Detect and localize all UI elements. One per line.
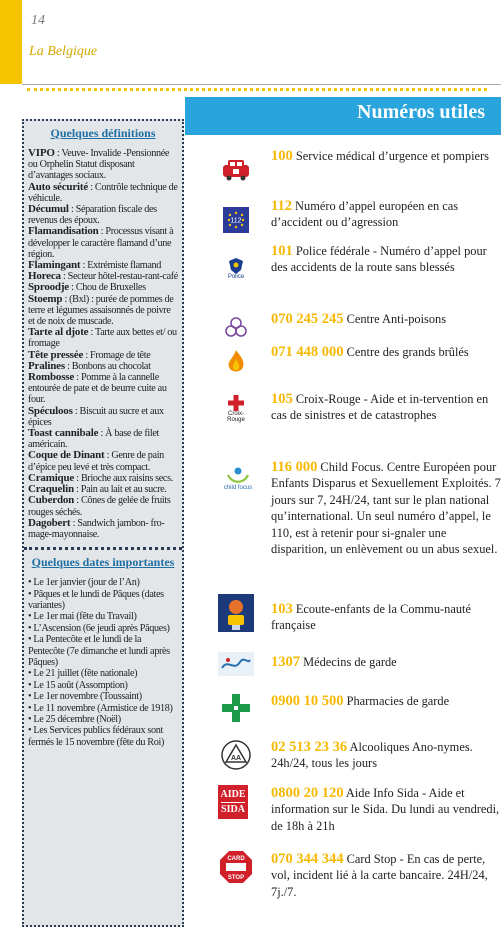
phone-number: 103 xyxy=(271,601,293,617)
child-focus-label: child focus xyxy=(223,485,253,491)
date-item: • Le 15 août (Assomption) xyxy=(28,679,128,691)
card-stop-icon xyxy=(218,849,254,885)
definition-term: Coque de Dinant xyxy=(28,449,105,462)
date-item: • Les Services publics fédéraux sont fermés le 15 novembre (fête du Roi) xyxy=(28,725,164,748)
sidebar-box xyxy=(22,119,184,927)
police-icon-label: Police xyxy=(227,274,245,280)
number-description: Pharmacies de garde xyxy=(343,694,450,708)
definition-item xyxy=(28,294,178,328)
definition-term: Stoemp xyxy=(28,292,63,305)
medecins-icon xyxy=(218,650,254,678)
definition-text: : Sandwich jambon- fro-mage-mayonnaise. xyxy=(28,517,165,540)
eu-flag-icon xyxy=(218,202,254,238)
definition-text: : Brioche aux raisins secs. xyxy=(74,472,173,484)
svg-text:112: 112 xyxy=(230,217,242,225)
number-description: Numéro d’appel européen en cas d’accident ou d’agression xyxy=(271,199,459,230)
number-text xyxy=(271,693,501,709)
phone-number: 116 000 xyxy=(271,459,318,475)
definition-text: : Pomme à la cannelle entourée de pate et de beurre cuite au four. xyxy=(28,372,167,406)
definition-text: : Fromage de tête xyxy=(83,349,151,361)
definition-term: Tête pressée xyxy=(28,348,84,361)
definition-item xyxy=(28,495,178,517)
definition-term: Flamandisation xyxy=(28,225,99,238)
number-text xyxy=(271,785,501,834)
number-text xyxy=(271,148,501,164)
definition-item xyxy=(28,148,178,182)
definition-text: : Tarte aux bettes et/ ou fromage xyxy=(28,327,177,350)
date-item: • Le 11 novembre (Armistice de 1918) xyxy=(28,702,173,714)
phone-number: 105 xyxy=(271,391,293,407)
definition-term: Flamingant xyxy=(28,259,81,272)
number-text xyxy=(271,851,501,900)
date-item: • Le 1er janvier (jour de l’An) xyxy=(28,577,140,589)
child-focus-icon xyxy=(218,461,258,497)
ambulance-icon xyxy=(218,151,254,187)
definition-term: Cuberdon xyxy=(28,494,75,507)
number-description: Ecoute-enfants de la Commu-nauté française xyxy=(271,602,471,633)
definition-text: : Extrémiste flamand xyxy=(80,260,162,272)
definition-item xyxy=(28,372,178,406)
number-description: Card Stop - En cas de perte, vol, incident lié à la carte bancaire. 24H/24, 7j./7. xyxy=(271,852,488,899)
section-title: La Belgique xyxy=(29,44,98,59)
number-text xyxy=(271,739,501,772)
alcoholics-anonymous-icon xyxy=(218,737,254,773)
definition-item xyxy=(28,226,178,260)
number-text xyxy=(271,601,501,634)
date-item: • Le 1er mai (fête du Travail) xyxy=(28,611,137,623)
header-divider xyxy=(22,84,501,85)
number-text xyxy=(271,243,501,276)
banner-title: Numéros utiles xyxy=(357,101,485,123)
sidebar-separator xyxy=(24,547,182,550)
number-description: Centre Anti-poisons xyxy=(343,312,447,326)
aide-info-sida-icon xyxy=(218,785,248,819)
definition-item xyxy=(28,406,178,428)
number-description: Aide Info Sida - Aide et information sur le Sida. Du lundi au vendredi, de 18h à 21h xyxy=(271,786,500,833)
sida-icon-label-top: AIDE xyxy=(220,788,246,800)
number-description: Médecins de garde xyxy=(300,655,397,669)
number-text xyxy=(271,391,501,424)
number-description: Croix-Rouge - Aide et in-tervention en cas de sinistres et de catastrophes xyxy=(271,392,489,423)
date-item: • La Pentecôte et le lundi de la Pentecôte (7e dimanche et lundi après Pâques) xyxy=(28,634,170,668)
phone-number: 0800 20 120 xyxy=(271,785,344,801)
ecoute-enfants-icon xyxy=(218,594,254,632)
number-text xyxy=(271,311,501,327)
definition-term: Tarte al djote xyxy=(28,326,89,339)
sida-icon-divider xyxy=(221,802,245,803)
date-item: • L’Ascension (6e jeudi après Pâques) xyxy=(28,622,170,634)
aa-icon-label: AA xyxy=(230,755,242,762)
phone-number: 070 245 245 xyxy=(271,311,344,327)
dates-heading: Quelques dates importantes xyxy=(31,555,175,570)
definition-term: Craquelin xyxy=(28,483,74,496)
police-icon xyxy=(218,251,254,287)
number-description: Police fédérale - Numéro d’appel pour des accidents de la route sans blessés xyxy=(271,244,487,275)
definition-term: Cramique xyxy=(28,471,75,484)
phone-number: 02 513 23 36 xyxy=(271,739,348,755)
definition-text: : Secteur hôtel-restau-rant-café xyxy=(60,271,178,283)
card-stop-label-bottom: STOP xyxy=(227,875,245,881)
definition-text: : Contrôle technique de véhicule. xyxy=(28,181,178,204)
definition-term: Sproodje xyxy=(28,281,69,294)
phone-number: 071 448 000 xyxy=(271,344,344,360)
red-cross-icon xyxy=(218,391,254,427)
definition-text: : (Bxl) : purée de pommes de terre et légumes assaisonnés de poivre et de noix de muscade. xyxy=(28,293,174,328)
page-number: 14 xyxy=(31,13,45,28)
phone-number: 0900 10 500 xyxy=(271,693,344,709)
number-description: Service médical d’urgence et pompiers xyxy=(292,149,489,163)
definition-text: : Processus visant à développer le caractère flamand d’une région. xyxy=(28,226,174,260)
definition-text: : Genre de pain d’épice peu levé et très compact. xyxy=(28,450,164,473)
definition-term: VIPO xyxy=(28,147,55,159)
definition-item xyxy=(28,518,178,540)
definition-text: : Chou de Bruxelles xyxy=(68,282,146,294)
date-item: • Le 25 décembre (Noël) xyxy=(28,713,121,725)
definition-item xyxy=(28,182,178,204)
definition-term: Rombosse xyxy=(28,371,75,384)
definition-text: : Veuve- Invalide -Pensionnée ou Orphelin Statut disposant d’avantages sociaux. xyxy=(28,148,170,182)
definitions-heading: Quelques définitions xyxy=(50,126,156,140)
number-text xyxy=(271,198,501,231)
dotted-divider xyxy=(27,88,487,91)
phone-number: 101 xyxy=(271,243,293,259)
definition-term: Décumul xyxy=(28,203,69,216)
flame-icon xyxy=(218,344,254,380)
definition-text: : Bonbons au chocolat xyxy=(64,360,151,372)
definition-text: : Biscuit au sucre et aux épices xyxy=(28,405,164,428)
definition-text: : Séparation fiscale des revenus des époux. xyxy=(28,204,157,227)
definition-term: Toast cannibale xyxy=(28,427,99,440)
definition-term: Dagobert xyxy=(28,516,71,529)
number-description: Alcooliques Ano-nymes. 24h/24, tous les jours xyxy=(271,740,473,771)
number-description: Child Focus. Centre Européen pour Enfants Disparus et Sexuellement Exploités. 7 jours sur 7, 24H/24, tant sur le plan national qu’international. Un seul numéro d’appel, le 110, est à retenir pour si-gnaler une disparition, un enlèvement ou un abus sexuel. xyxy=(271,460,501,557)
phone-number: 112 xyxy=(271,198,292,214)
number-text xyxy=(271,344,501,360)
definition-text: : Pain au lait et au sucre. xyxy=(73,484,167,496)
dates-list xyxy=(24,577,182,748)
definition-text: : À base de filet américain. xyxy=(28,428,160,451)
definition-item xyxy=(28,204,178,226)
date-item: • Le 21 juillet (fête nationale) xyxy=(28,668,138,680)
number-text xyxy=(271,459,501,557)
definition-term: Auto sécurité xyxy=(28,180,89,193)
anti-poison-icon xyxy=(218,309,254,345)
definition-term: Pralines xyxy=(28,359,65,372)
numeros-banner xyxy=(185,97,501,135)
page-yellow-bar xyxy=(0,0,22,84)
date-item: • Le 1er novembre (Toussaint) xyxy=(28,691,142,703)
definition-text: : Cônes de gelée de fruits rouges séchés. xyxy=(28,495,171,518)
number-description: Centre des grands brûlés xyxy=(343,345,469,359)
pharmacy-cross-icon xyxy=(218,690,254,726)
number-text xyxy=(271,654,501,670)
date-item: • Pâques et le lundi de Pâques (dates variantes) xyxy=(28,588,164,611)
phone-number: 100 xyxy=(271,148,293,164)
definition-item xyxy=(28,428,178,450)
definition-term: Horeca xyxy=(28,270,61,283)
phone-number: 070 344 344 xyxy=(271,851,344,867)
definitions-list xyxy=(24,148,182,540)
definition-item xyxy=(28,327,178,349)
definition-item xyxy=(28,450,178,472)
red-cross-label: Croix-Rouge xyxy=(227,411,245,423)
definition-term: Spéculoos xyxy=(28,404,73,417)
sida-icon-label-bottom: SIDA xyxy=(221,803,245,815)
card-stop-label-top: CARD xyxy=(227,856,245,862)
phone-number: 1307 xyxy=(271,654,300,670)
